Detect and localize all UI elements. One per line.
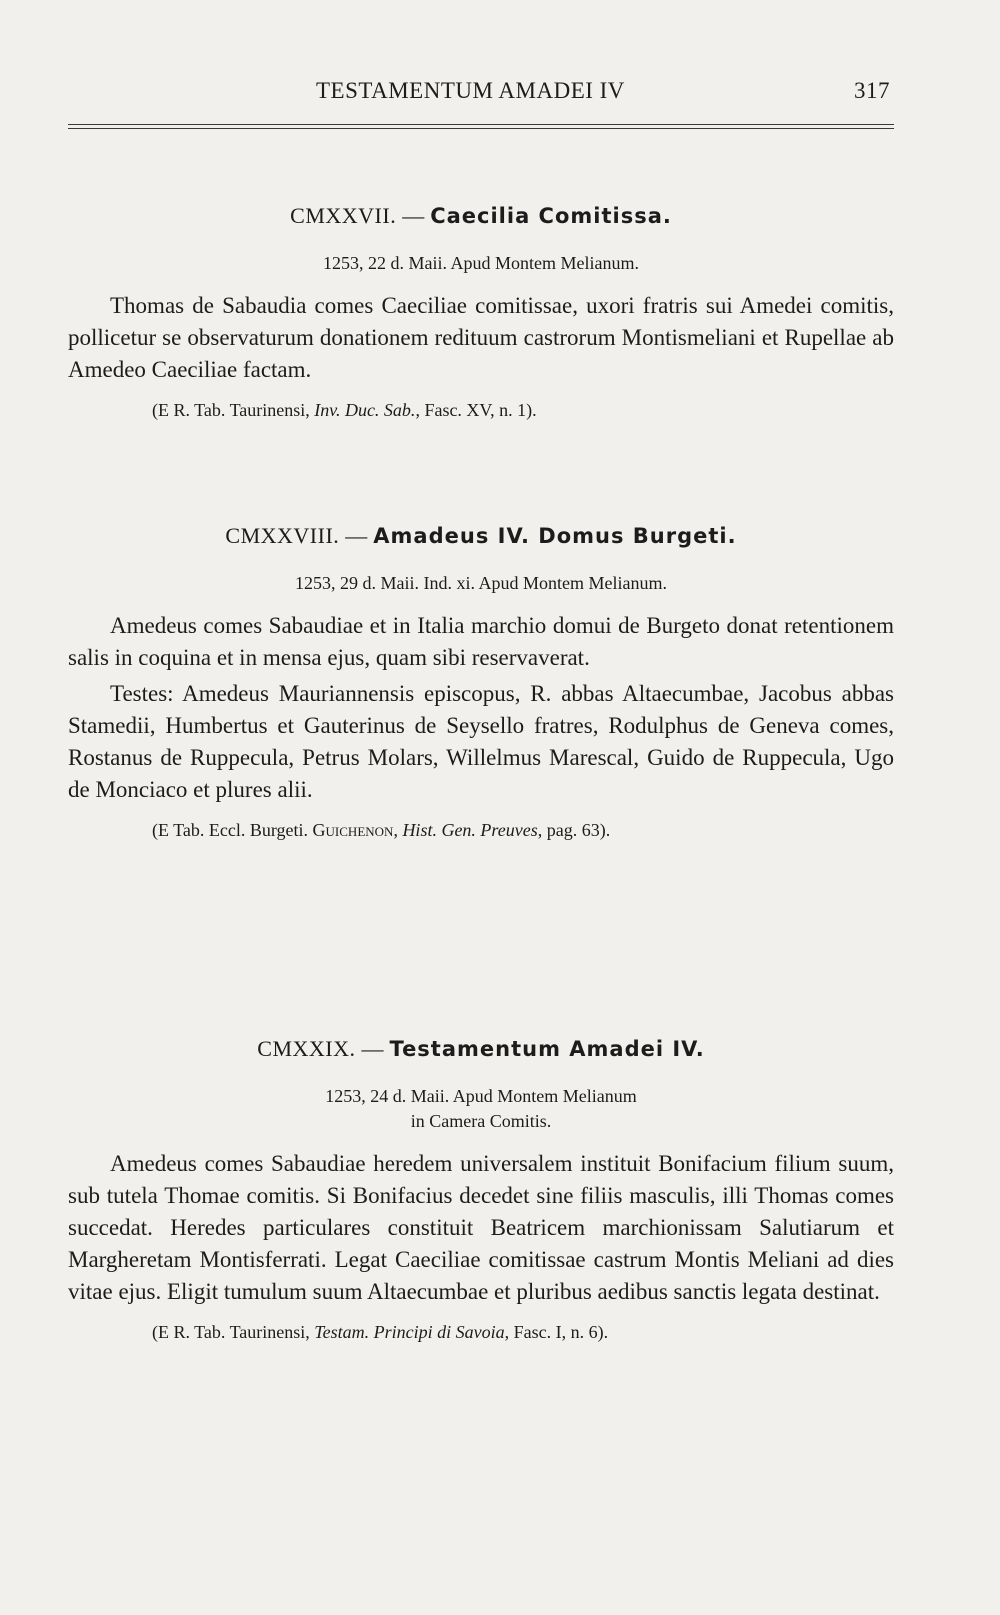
running-head (68, 68, 894, 108)
document-heading (68, 523, 894, 549)
source-citation (68, 820, 894, 841)
running-title: TESTAMENTUM AMADEI IV (316, 78, 625, 103)
source-text: , (393, 820, 403, 840)
source-text: (E R. Tab. Taurinensi, (152, 1322, 315, 1342)
document-title: Testamentum Amadei IV. (389, 1037, 705, 1061)
heading-dash: — (345, 523, 368, 548)
document-number: CMXXIX. (257, 1036, 356, 1061)
source-text: (E R. Tab. Taurinensi, (152, 400, 315, 420)
heading-dash: — (361, 1036, 384, 1061)
document-heading (68, 203, 894, 229)
document-regest: Amedeus comes Sabaudiae heredem universalem instituit Bonifacium filium suum, sub tutela Thomae comitis. Si Bonifacius decedet sine filiis masculis, illi Thomas comes succedat. Heredes particulares constituit Beatricem marchionissam Salutiarum et Margheretam Montisferrati. Legat Caeciliae comitissae castrum Montis Meliani ad dies vitae ejus. Eligit tumulum suum Altaecumbae et pluribus aedibus sanctis legata destinat. (68, 1151, 894, 1304)
source-citation (68, 400, 894, 421)
document-heading (68, 1036, 894, 1062)
header-rule (68, 124, 894, 129)
source-italic: Testam. Principi di Savoia (314, 1322, 505, 1342)
document-date: 1253, 29 d. Maii. Ind. xi. Apud Montem Melianum. (295, 573, 667, 593)
source-text: , Fasc. XV, n. 1). (415, 400, 537, 420)
document-witnesses: Testes: Amedeus Mauriannensis episcopus, R. abbas Altaecumbae, Jacobus abbas Stamedii, Humbertus et Gauterinus de Seysello fratres, Rodulphus de Geneva comes, Rostanus de Ruppecula, Petrus Molars, Willelmus Marescal, Guido de Ruppecula, Ugo de Monciaco et plures alii. (68, 681, 894, 802)
source-text: , pag. 63). (537, 820, 611, 840)
document-number: CMXXVIII. (225, 523, 340, 548)
page (68, 68, 894, 1342)
document-regest: Amedeus comes Sabaudiae et in Italia marchio domui de Burgeto donat retentionem salis in coquina et in mensa ejus, quam sibi reservaverat. (68, 613, 894, 670)
document-number: CMXXVII. (290, 203, 397, 228)
document-title: Amadeus IV. Domus Burgeti. (373, 524, 737, 548)
document-date (68, 1084, 894, 1134)
page-number: 317 (854, 78, 890, 103)
heading-dash: — (402, 203, 425, 228)
source-italic: Hist. Gen. Preuves (402, 820, 538, 840)
source-text: (E Tab. Eccl. Burgeti. (152, 820, 313, 840)
document-date-line: 1253, 24 d. Maii. Apud Montem Melianum (325, 1086, 637, 1106)
source-text: , Fasc. I, n. 6). (504, 1322, 609, 1342)
document-date: 1253, 22 d. Maii. Apud Montem Melianum. (323, 253, 639, 273)
document-cmxxviii (68, 523, 894, 841)
document-date-line: in Camera Comitis. (410, 1111, 552, 1131)
document-cmxxvii (68, 203, 894, 421)
document-regest: Thomas de Sabaudia comes Caeciliae comitissae, uxori fratris sui Amedei comitis, pollicetur se observaturum donationem redituum castrorum Montismeliani et Rupellae ab Amedeo Caeciliae factam. (68, 293, 894, 382)
source-citation (68, 1322, 894, 1343)
source-author: Guichenon (312, 820, 394, 840)
source-italic: Inv. Duc. Sab. (314, 400, 416, 420)
document-cmxxix (68, 1036, 894, 1343)
document-title: Caecilia Comitissa. (430, 204, 672, 228)
